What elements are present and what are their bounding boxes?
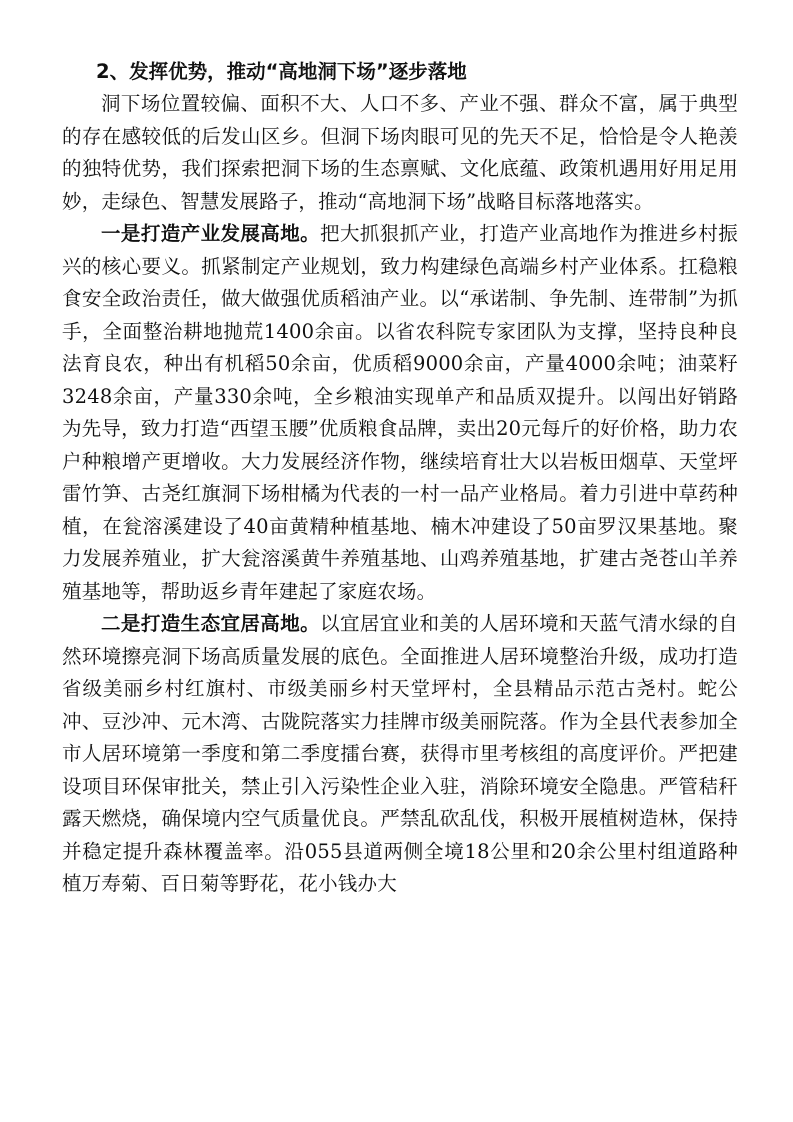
industry-body: 把大抓狠抓产业，打造产业高地作为推进乡村振兴的核心要义。抓紧制定产业规划，致力构建绿色高端乡村产业体系。扛稳粮食安全政治责任，做大做强优质稻油产业。以“承诺制、争先制、连带制”为抓手，全面整治耕地抛荒1400余亩。以省农科院专家团队为支撑，坚持良种良法育良农，种出有机稻50余亩，优质稻9000余亩，产量4000余吨；油菜籽3248余亩，产量330余吨，全乡粮油实现单产和品质双提升。以闯出好销路为先导，致力打造“西望玉腰”优质粮食品牌，卖出20元每斤的好价格，助力农户种粮增产更增收。大力发展经济作物，继续培育壮大以岩板田烟草、天堂坪雷竹笋、古尧红旗洞下场柑橘为代表的一村一品产业格局。着力引进中草药种植，在瓮溶溪建设了40亩黄精种植基地、楠木冲建设了50亩罗汉果基地。聚力发展养殖业，扩大瓮溶溪黄牛养殖基地、山鸡养殖基地，扩建古尧苍山羊养殖基地等，帮助返乡青年建起了家庭农场。 [62,222,739,603]
industry-paragraph [62,218,738,608]
document-body [62,56,738,901]
ecology-paragraph [62,608,738,901]
ecology-body: 以宜居宜业和美的人居环境和天蓝气清水绿的自然环境擦亮洞下场高质量发展的底色。全面推进人居环境整治升级，成功打造省级美丽乡村红旗村、市级美丽乡村天堂坪村，全县精品示范古尧村。蛇公冲、豆沙冲、元木湾、古陇院落实力挂牌市级美丽院落。作为全县代表参加全市人居环境第一季度和第二季度擂台赛，获得市里考核组的高度评价。严把建设项目环保审批关，禁止引入污染性企业入驻，消除环境安全隐患。严管秸秆露天燃烧，确保境内空气质量优良。严禁乱砍乱伐，积极开展植树造林，保持并稳定提升森林覆盖率。沿055县道两侧全境18公里和20余公里村组道路种植万寿菊、百日菊等野花，花小钱办大 [62,612,739,895]
intro-paragraph: 洞下场位置较偏、面积不大、人口不多、产业不强、群众不富，属于典型的存在感较低的后发山区乡。但洞下场肉眼可见的先天不足，恰恰是令人艳羡的独特优势，我们探索把洞下场的生态禀赋、文化底蕴、政策机遇用好用足用妙，走绿色、智慧发展路子，推动“高地洞下场”战略目标落地落实。 [62,92,738,213]
ecology-lead: 二是打造生态宜居高地。 [101,612,321,635]
industry-lead: 一是打造产业发展高地。 [101,222,321,245]
section-heading: 2、发挥优势，推动“高地洞下场”逐步落地 [96,60,467,83]
